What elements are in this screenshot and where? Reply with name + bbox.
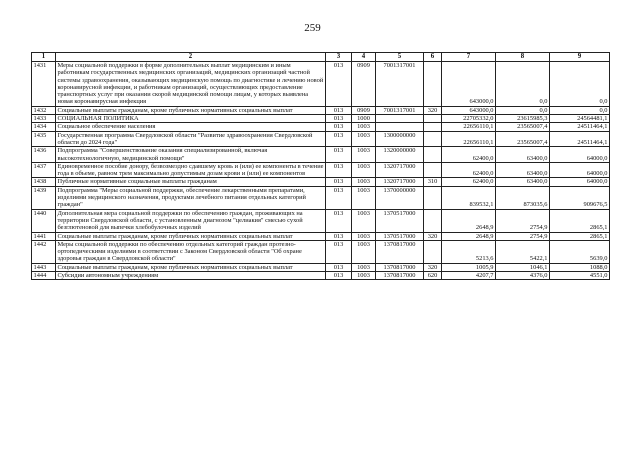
- amount-year-2-cell: 23615985,3: [496, 115, 550, 123]
- target-article-cell: [376, 123, 424, 131]
- amount-year-2-cell: 63400,0: [496, 178, 550, 186]
- row-number-cell: 1432: [32, 106, 56, 114]
- description-cell: Меры социальной поддержки в форме дополнительных выплат медицинским и иным работникам государственных медицинских организаций, медицинских организаций частной системы здравоохранения, оказывающих медицинскую помощь по диагностике и лечению новой коронавирусной инфекции, и работникам организаций, осуществляющих предоставление транспортных услуг при оказании скорой медицинской помощи лицам, у которых выявлена новая коронавирусная инфекция: [56, 62, 326, 107]
- section-code-cell: 1003: [352, 178, 376, 186]
- column-header: 5: [376, 53, 424, 62]
- row-number-cell: 1431: [32, 62, 56, 107]
- ministry-code-cell: 013: [326, 272, 352, 280]
- amount-year-3-cell: 24511464,1: [550, 131, 610, 147]
- row-number-cell: 1436: [32, 147, 56, 163]
- table-row: [32, 186, 610, 209]
- target-article-cell: [376, 115, 424, 123]
- target-article-cell: 1370000000: [376, 186, 424, 209]
- table-row: [32, 62, 610, 107]
- column-header: 3: [326, 53, 352, 62]
- column-header: 2: [56, 53, 326, 62]
- row-number-cell: 1434: [32, 123, 56, 131]
- amount-year-1-cell: 2648,9: [442, 209, 496, 232]
- description-cell: СОЦИАЛЬНАЯ ПОЛИТИКА: [56, 115, 326, 123]
- amount-year-1-cell: 1005,9: [442, 263, 496, 271]
- row-number-cell: 1439: [32, 186, 56, 209]
- expense-type-cell: [424, 186, 442, 209]
- target-article-cell: 7001317001: [376, 62, 424, 107]
- section-code-cell: 1003: [352, 131, 376, 147]
- expense-type-cell: [424, 131, 442, 147]
- amount-year-1-cell: 839532,1: [442, 186, 496, 209]
- amount-year-2-cell: 23565007,4: [496, 131, 550, 147]
- expense-type-cell: 320: [424, 232, 442, 240]
- column-header: 6: [424, 53, 442, 62]
- amount-year-1-cell: 62400,0: [442, 147, 496, 163]
- description-cell: Единовременное пособие донору, безвозмездно сдавшему кровь и (или) ее компоненты в течение года в объеме, равном трем максимально допустимым дозам крови и (или) ее компонентов: [56, 162, 326, 178]
- amount-year-2-cell: 23565007,4: [496, 123, 550, 131]
- ministry-code-cell: 013: [326, 240, 352, 263]
- row-number-cell: 1433: [32, 115, 56, 123]
- ministry-code-cell: 013: [326, 178, 352, 186]
- ministry-code-cell: 013: [326, 209, 352, 232]
- amount-year-1-cell: 643000,0: [442, 62, 496, 107]
- expense-type-cell: [424, 209, 442, 232]
- amount-year-2-cell: 4376,0: [496, 272, 550, 280]
- target-article-cell: 1370817000: [376, 272, 424, 280]
- budget-table: [31, 52, 610, 280]
- section-code-cell: 1003: [352, 272, 376, 280]
- table-row: [32, 115, 610, 123]
- table-row: [32, 162, 610, 178]
- table-row: [32, 272, 610, 280]
- target-article-cell: 1320717000: [376, 178, 424, 186]
- amount-year-3-cell: 5639,0: [550, 240, 610, 263]
- section-code-cell: 0909: [352, 106, 376, 114]
- description-cell: Дополнительная мера социальной поддержки по обеспечению граждан, проживающих на территории Свердловской области, с установленным диагнозом "целиакия" смесью сухой безглютеновой для выпечки хлебобулочных изделий: [56, 209, 326, 232]
- target-article-cell: 7001317001: [376, 106, 424, 114]
- amount-year-2-cell: 5422,1: [496, 240, 550, 263]
- expense-type-cell: [424, 162, 442, 178]
- description-cell: Подпрограмма "Совершенствование оказания специализированной, включая высокотехнологичную, медицинской помощи": [56, 147, 326, 163]
- row-number-cell: 1435: [32, 131, 56, 147]
- ministry-code-cell: 013: [326, 147, 352, 163]
- section-code-cell: 1003: [352, 240, 376, 263]
- ministry-code-cell: 013: [326, 186, 352, 209]
- amount-year-1-cell: 4207,7: [442, 272, 496, 280]
- ministry-code-cell: 013: [326, 131, 352, 147]
- target-article-cell: 1370517000: [376, 209, 424, 232]
- expense-type-cell: 320: [424, 106, 442, 114]
- amount-year-3-cell: 64000,0: [550, 178, 610, 186]
- section-code-cell: 1003: [352, 123, 376, 131]
- ministry-code-cell: 013: [326, 115, 352, 123]
- section-code-cell: 1003: [352, 147, 376, 163]
- section-code-cell: 1000: [352, 115, 376, 123]
- amount-year-2-cell: 0,0: [496, 106, 550, 114]
- target-article-cell: 1300000000: [376, 131, 424, 147]
- description-cell: Социальные выплаты гражданам, кроме публичных нормативных социальных выплат: [56, 232, 326, 240]
- amount-year-3-cell: 4551,0: [550, 272, 610, 280]
- amount-year-2-cell: 0,0: [496, 62, 550, 107]
- amount-year-1-cell: 5213,6: [442, 240, 496, 263]
- row-number-cell: 1441: [32, 232, 56, 240]
- description-cell: Субсидии автономным учреждениям: [56, 272, 326, 280]
- ministry-code-cell: 013: [326, 62, 352, 107]
- amount-year-3-cell: 1088,0: [550, 263, 610, 271]
- amount-year-3-cell: 2865,1: [550, 209, 610, 232]
- expense-type-cell: [424, 147, 442, 163]
- expense-type-cell: 310: [424, 178, 442, 186]
- description-cell: Подпрограмма "Меры социальной поддержки, обеспечение лекарственными препаратами, изделиями медицинского назначения, продуктами лечебного питания отдельных категорий граждан": [56, 186, 326, 209]
- ministry-code-cell: 013: [326, 123, 352, 131]
- row-number-cell: 1438: [32, 178, 56, 186]
- description-cell: Публичные нормативные социальные выплаты гражданам: [56, 178, 326, 186]
- amount-year-1-cell: 22705332,0: [442, 115, 496, 123]
- section-code-cell: 1003: [352, 232, 376, 240]
- description-cell: Социальные выплаты гражданам, кроме публичных нормативных социальных выплат: [56, 263, 326, 271]
- ministry-code-cell: 013: [326, 106, 352, 114]
- amount-year-2-cell: 1046,1: [496, 263, 550, 271]
- column-header: 9: [550, 53, 610, 62]
- amount-year-3-cell: 24511464,1: [550, 123, 610, 131]
- table-row: [32, 209, 610, 232]
- amount-year-3-cell: 64000,0: [550, 162, 610, 178]
- target-article-cell: 1370817000: [376, 263, 424, 271]
- target-article-cell: 1320000000: [376, 147, 424, 163]
- amount-year-3-cell: 64000,0: [550, 147, 610, 163]
- amount-year-3-cell: 2865,1: [550, 232, 610, 240]
- section-code-cell: 1003: [352, 162, 376, 178]
- table-row: [32, 147, 610, 163]
- column-header: 1: [32, 53, 56, 62]
- description-cell: Социальное обеспечение населения: [56, 123, 326, 131]
- amount-year-3-cell: 909676,5: [550, 186, 610, 209]
- column-header: 8: [496, 53, 550, 62]
- amount-year-2-cell: 2754,9: [496, 232, 550, 240]
- amount-year-1-cell: 2648,9: [442, 232, 496, 240]
- table-header-row: [32, 53, 610, 62]
- amount-year-2-cell: 63400,0: [496, 147, 550, 163]
- table-row: [32, 240, 610, 263]
- row-number-cell: 1442: [32, 240, 56, 263]
- table-row: [32, 123, 610, 131]
- amount-year-1-cell: 22656110,1: [442, 123, 496, 131]
- expense-type-cell: 320: [424, 263, 442, 271]
- ministry-code-cell: 013: [326, 263, 352, 271]
- section-code-cell: 1003: [352, 186, 376, 209]
- row-number-cell: 1444: [32, 272, 56, 280]
- target-article-cell: 1370517000: [376, 232, 424, 240]
- amount-year-2-cell: 873035,6: [496, 186, 550, 209]
- row-number-cell: 1443: [32, 263, 56, 271]
- description-cell: Государственная программа Свердловской области "Развитие здравоохранения Свердловской области до 2024 года": [56, 131, 326, 147]
- table-row: [32, 232, 610, 240]
- expense-type-cell: [424, 123, 442, 131]
- description-cell: Меры социальной поддержки по обеспечению отдельных категорий граждан протезно-ортопедическими изделиями в соответствии с Законом Свердловской области "Об охране здоровья граждан в Свердловской области": [56, 240, 326, 263]
- ministry-code-cell: 013: [326, 162, 352, 178]
- amount-year-1-cell: 62400,0: [442, 178, 496, 186]
- amount-year-3-cell: 24564481,1: [550, 115, 610, 123]
- amount-year-1-cell: 643000,0: [442, 106, 496, 114]
- table-row: [32, 131, 610, 147]
- target-article-cell: 1320717000: [376, 162, 424, 178]
- row-number-cell: 1440: [32, 209, 56, 232]
- description-cell: Социальные выплаты гражданам, кроме публичных нормативных социальных выплат: [56, 106, 326, 114]
- table-row: [32, 178, 610, 186]
- table-row: [32, 263, 610, 271]
- amount-year-2-cell: 2754,9: [496, 209, 550, 232]
- section-code-cell: 0909: [352, 62, 376, 107]
- section-code-cell: 1003: [352, 263, 376, 271]
- section-code-cell: 1003: [352, 209, 376, 232]
- column-header: 4: [352, 53, 376, 62]
- page-number: 259: [304, 22, 321, 34]
- ministry-code-cell: 013: [326, 232, 352, 240]
- amount-year-1-cell: 22656110,1: [442, 131, 496, 147]
- expense-type-cell: [424, 240, 442, 263]
- expense-type-cell: [424, 62, 442, 107]
- amount-year-1-cell: 62400,0: [442, 162, 496, 178]
- table-row: [32, 106, 610, 114]
- target-article-cell: 1370817000: [376, 240, 424, 263]
- expense-type-cell: 620: [424, 272, 442, 280]
- amount-year-3-cell: 0,0: [550, 106, 610, 114]
- column-header: 7: [442, 53, 496, 62]
- amount-year-3-cell: 0,0: [550, 62, 610, 107]
- expense-type-cell: [424, 115, 442, 123]
- amount-year-2-cell: 63400,0: [496, 162, 550, 178]
- row-number-cell: 1437: [32, 162, 56, 178]
